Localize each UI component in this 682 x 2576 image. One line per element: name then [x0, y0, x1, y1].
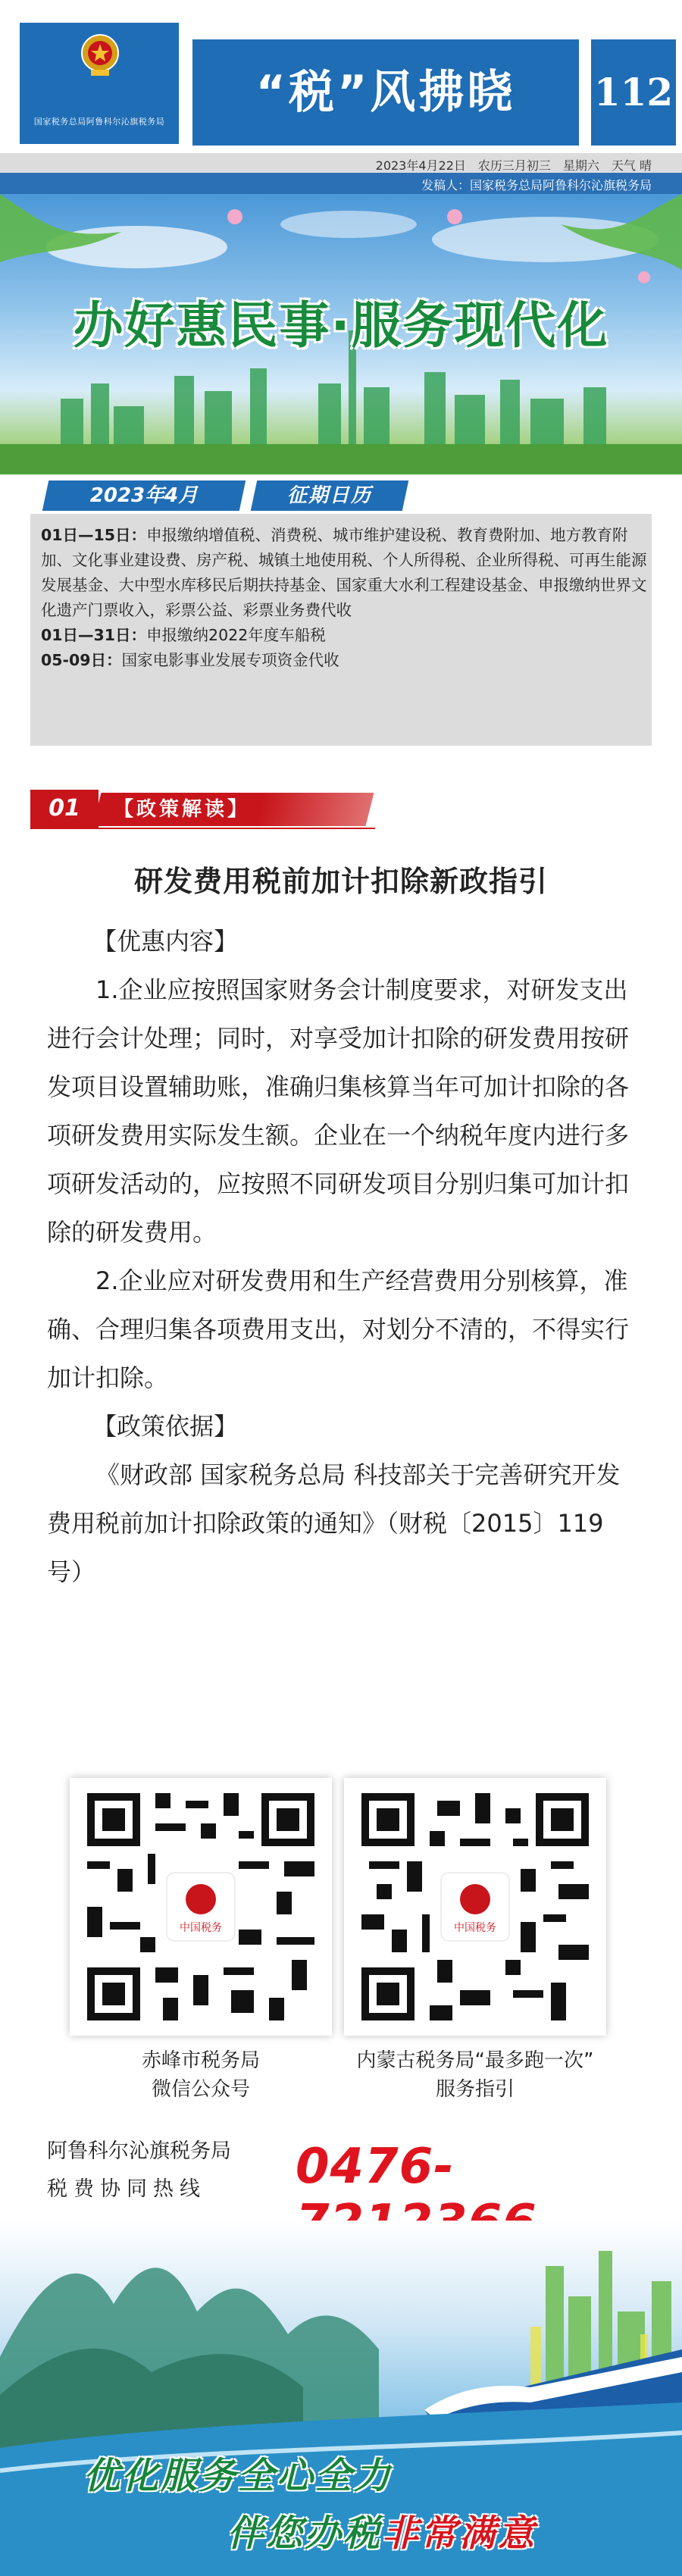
- footer-slogan-1: 优化服务全心全力: [83, 2455, 393, 2497]
- publisher-bar: [0, 173, 682, 194]
- qr-caption-service-guide: [344, 2046, 606, 2104]
- issue-number-box: [591, 39, 676, 146]
- hotline-org: 阿鲁科尔沁旗税务局: [47, 2139, 231, 2163]
- qr-card-service-guide[interactable]: [344, 1778, 606, 2036]
- calendar-entry: [41, 523, 647, 623]
- calendar-entry-text: 国家电影事业发展专项资金代收: [121, 651, 339, 669]
- calendar-entry: [41, 648, 647, 673]
- calendar-month: 2023年4月: [89, 484, 199, 507]
- qr-caption-line: 微信公众号: [151, 2078, 250, 2101]
- article-paragraph: 1.企业应按照国家财务会计制度要求，对研发支出进行会计处理；同时，对享受加计扣除的研发费用按研发项目设置辅助账，准确归集核算当年可加计扣除的各项研发费用实际发生额。企业在一个纳税年度内进行多项研发活动的，应按照不同研发项目分别归集可加计扣除的研发费用。: [47, 975, 630, 1247]
- masthead: [0, 0, 682, 152]
- hotline-phone[interactable]: 0476-: [296, 2139, 455, 2195]
- masthead-title-box: [192, 39, 579, 146]
- calendar-entry-period: 01日—15日：: [41, 526, 147, 544]
- calendar-label: 征期日历: [286, 484, 372, 507]
- hotline-label: 税费协同热线: [47, 2177, 206, 2201]
- article-subheading: 【优惠内容】: [92, 927, 239, 956]
- calendar-entry-text: 申报缴纳增值税、消费税、城市维护建设税、教育费附加、地方教育附加、文化事业建设费、房产税、城镇土地使用税、个人所得税、企业所得税、可再生能源发展基金、大中型水库移民后期扶持基金、国家重大水利工程建设基金、申报缴纳世界文化遗产门票收入，彩票公益、彩票业务费代收: [41, 526, 647, 619]
- article-paragraph: 《财政部 国家税务总局 科技部关于完善研究开发费用税前加计扣除政策的通知》（财税〔2015〕119号）: [47, 1460, 621, 1586]
- issue-number: 112: [593, 70, 674, 114]
- article-body: [47, 917, 635, 1596]
- dateline: 2023年4月22日 农历三月初三 星期六 天气 晴: [375, 158, 652, 173]
- calendar-entry-period: 01日—31日：: [41, 626, 147, 644]
- tax-calendar: [30, 476, 652, 746]
- section-underline: [30, 828, 375, 829]
- qr-center-text: 中国税务: [454, 1922, 496, 1934]
- masthead-title: “税”风拂晓: [255, 66, 516, 119]
- article-subheading: 【政策依据】: [92, 1412, 239, 1441]
- section-number: 01: [48, 795, 80, 822]
- footer-slogan-2b: 非常满意: [382, 2512, 537, 2555]
- qr-caption-line: 赤峰市税务局: [141, 2049, 260, 2072]
- qr-caption-line: 服务指引: [435, 2078, 515, 2101]
- article-title: 研发费用税前加计扣除新政指引: [133, 865, 548, 898]
- tax-bureau-logo: [20, 23, 179, 144]
- footer-slogan-2: [227, 2504, 537, 2556]
- calendar-entry-text: 申报缴纳2022年度车船税: [146, 626, 326, 644]
- publisher: 发稿人：国家税务总局阿鲁科尔沁旗税务局: [421, 178, 652, 192]
- calendar-entry-period: 05-09日：: [41, 651, 122, 669]
- qr-center-text: 中国税务: [180, 1922, 222, 1934]
- footer-slogan-2a: 伴您办税: [227, 2512, 383, 2555]
- qr-caption-line: 内蒙古税务局“最多跑一次”: [356, 2049, 594, 2072]
- article-paragraph: 2.企业应对研发费用和生产经营费用分别核算，准确、合理归集各项费用支出，对划分不清的，不得实行加计扣除。: [47, 1266, 630, 1392]
- dateline-bar: [0, 153, 682, 173]
- qr-code-icon[interactable]: [87, 1793, 314, 2020]
- qr-caption-wechat: [70, 2046, 332, 2104]
- section-label: 【政策解读】: [114, 798, 251, 821]
- banner-slogan: 办好惠民事·服务现代化: [73, 296, 609, 355]
- qr-card-wechat[interactable]: [70, 1778, 332, 2036]
- calendar-entry: [41, 623, 647, 648]
- banner: [0, 194, 682, 474]
- calendar-entries: [41, 523, 647, 673]
- national-emblem-icon: [80, 33, 120, 77]
- qr-code-icon[interactable]: [361, 1793, 589, 2020]
- logo-text: 国家税务总局阿鲁科尔沁旗税务局: [33, 117, 165, 127]
